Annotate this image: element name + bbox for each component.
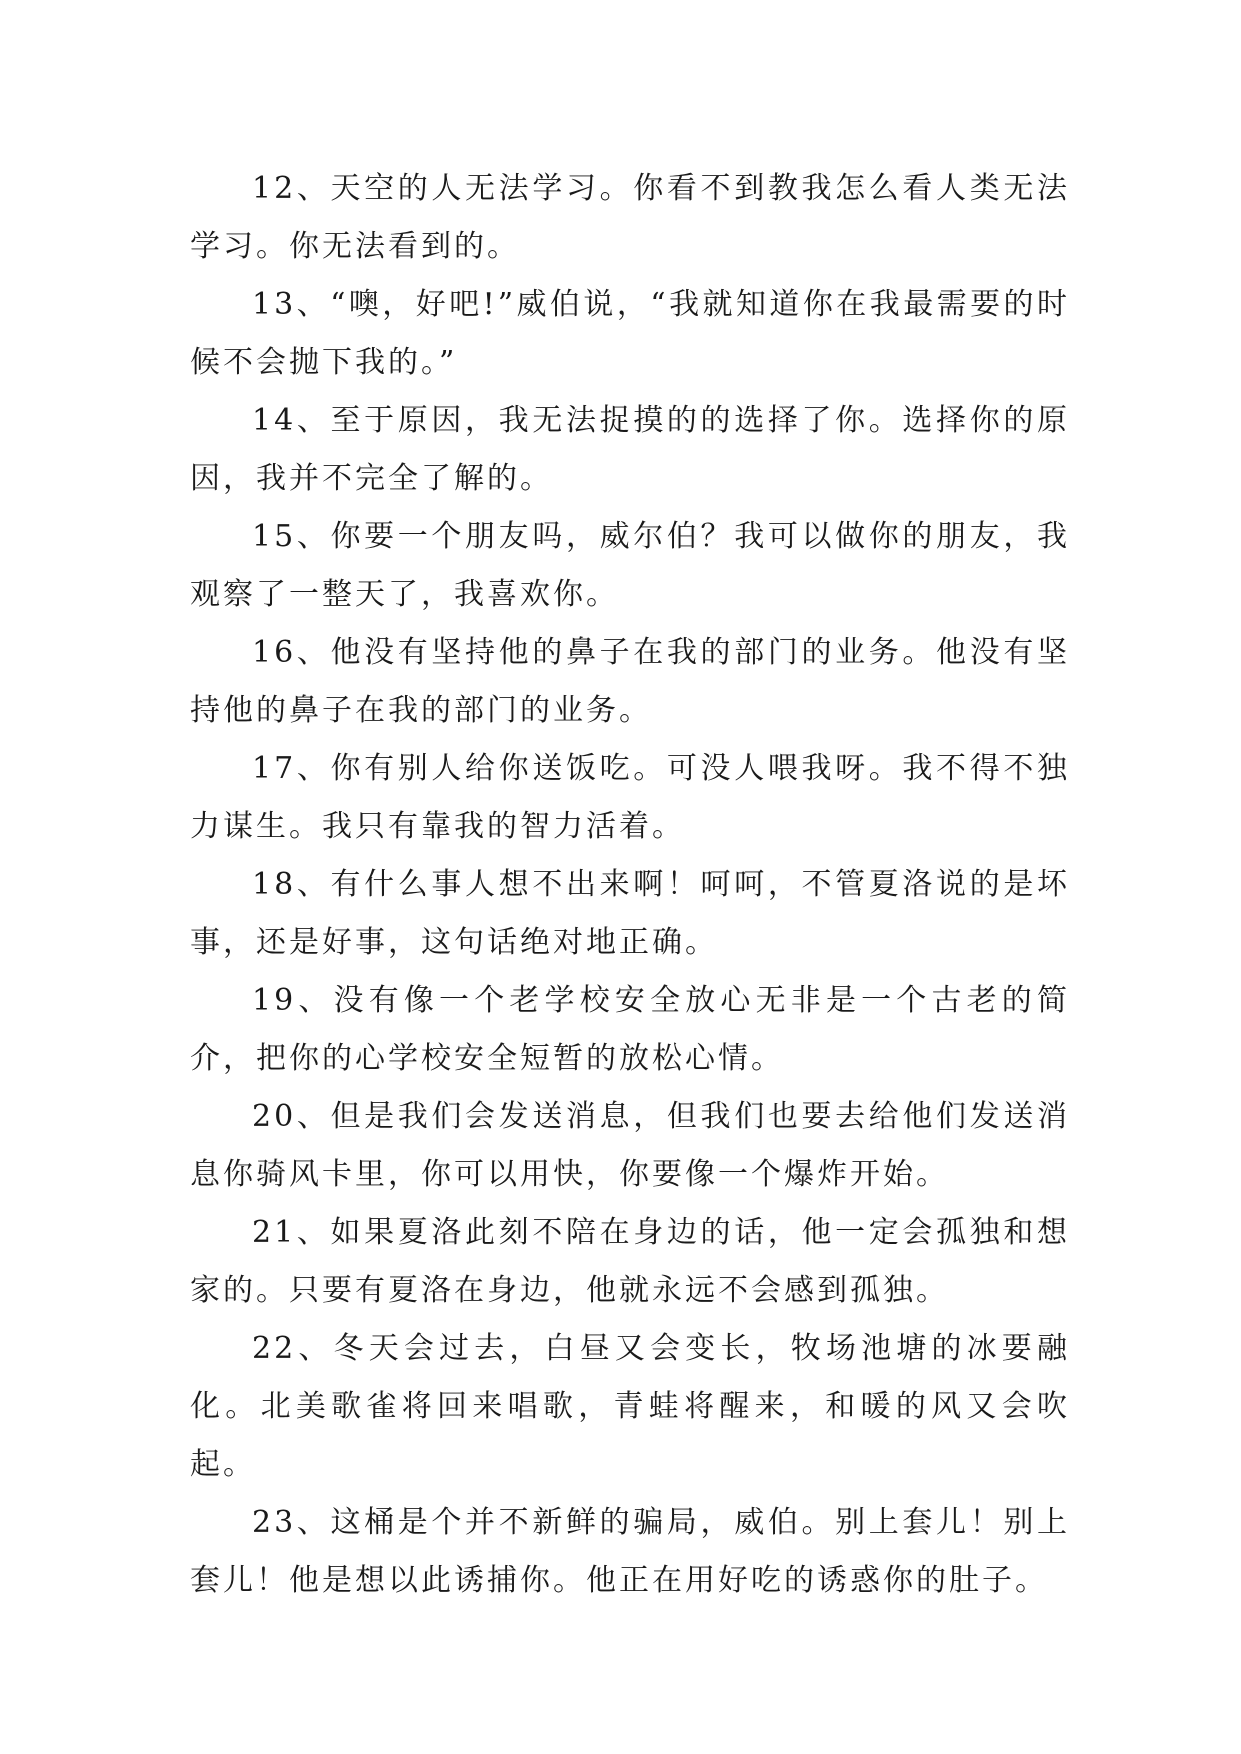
paragraph-19: 19、没有像一个老学校安全放心无非是一个古老的简介，把你的心学校安全短暂的放松心情。 [190, 983, 1070, 1076]
document-body [190, 160, 1070, 1610]
paragraph-12: 12、天空的人无法学习。你看不到教我怎么看人类无法学习。你无法看到的。 [190, 171, 1070, 264]
paragraph-20: 20、但是我们会发送消息，但我们也要去给他们发送消息你骑风卡里，你可以用快，你要像一个爆炸开始。 [190, 1099, 1070, 1192]
paragraph-22: 22、冬天会过去，白昼又会变长，牧场池塘的冰要融化。北美歌雀将回来唱歌，青蛙将醒来，和暖的风又会吹起。 [190, 1331, 1070, 1482]
paragraph-14: 14、至于原因，我无法捉摸的的选择了你。选择你的原因，我并不完全了解的。 [190, 403, 1070, 496]
paragraph-18: 18、有什么事人想不出来啊！呵呵，不管夏洛说的是坏事，还是好事，这句话绝对地正确。 [190, 867, 1070, 960]
paragraph-23: 23、这桶是个并不新鲜的骗局，威伯。别上套儿！别上套儿！他是想以此诱捕你。他正在用好吃的诱惑你的肚子。 [190, 1505, 1070, 1598]
paragraph-15: 15、你要一个朋友吗，威尔伯？我可以做你的朋友，我观察了一整天了，我喜欢你。 [190, 519, 1070, 612]
paragraph-21: 21、如果夏洛此刻不陪在身边的话，他一定会孤独和想家的。只要有夏洛在身边，他就永远不会感到孤独。 [190, 1215, 1070, 1308]
paragraph-17: 17、你有别人给你送饭吃。可没人喂我呀。我不得不独力谋生。我只有靠我的智力活着。 [190, 751, 1070, 844]
paragraph-16: 16、他没有坚持他的鼻子在我的部门的业务。他没有坚持他的鼻子在我的部门的业务。 [190, 635, 1070, 728]
paragraph-13: 13、“噢，好吧!”威伯说，“我就知道你在我最需要的时候不会抛下我的。” [190, 287, 1070, 380]
